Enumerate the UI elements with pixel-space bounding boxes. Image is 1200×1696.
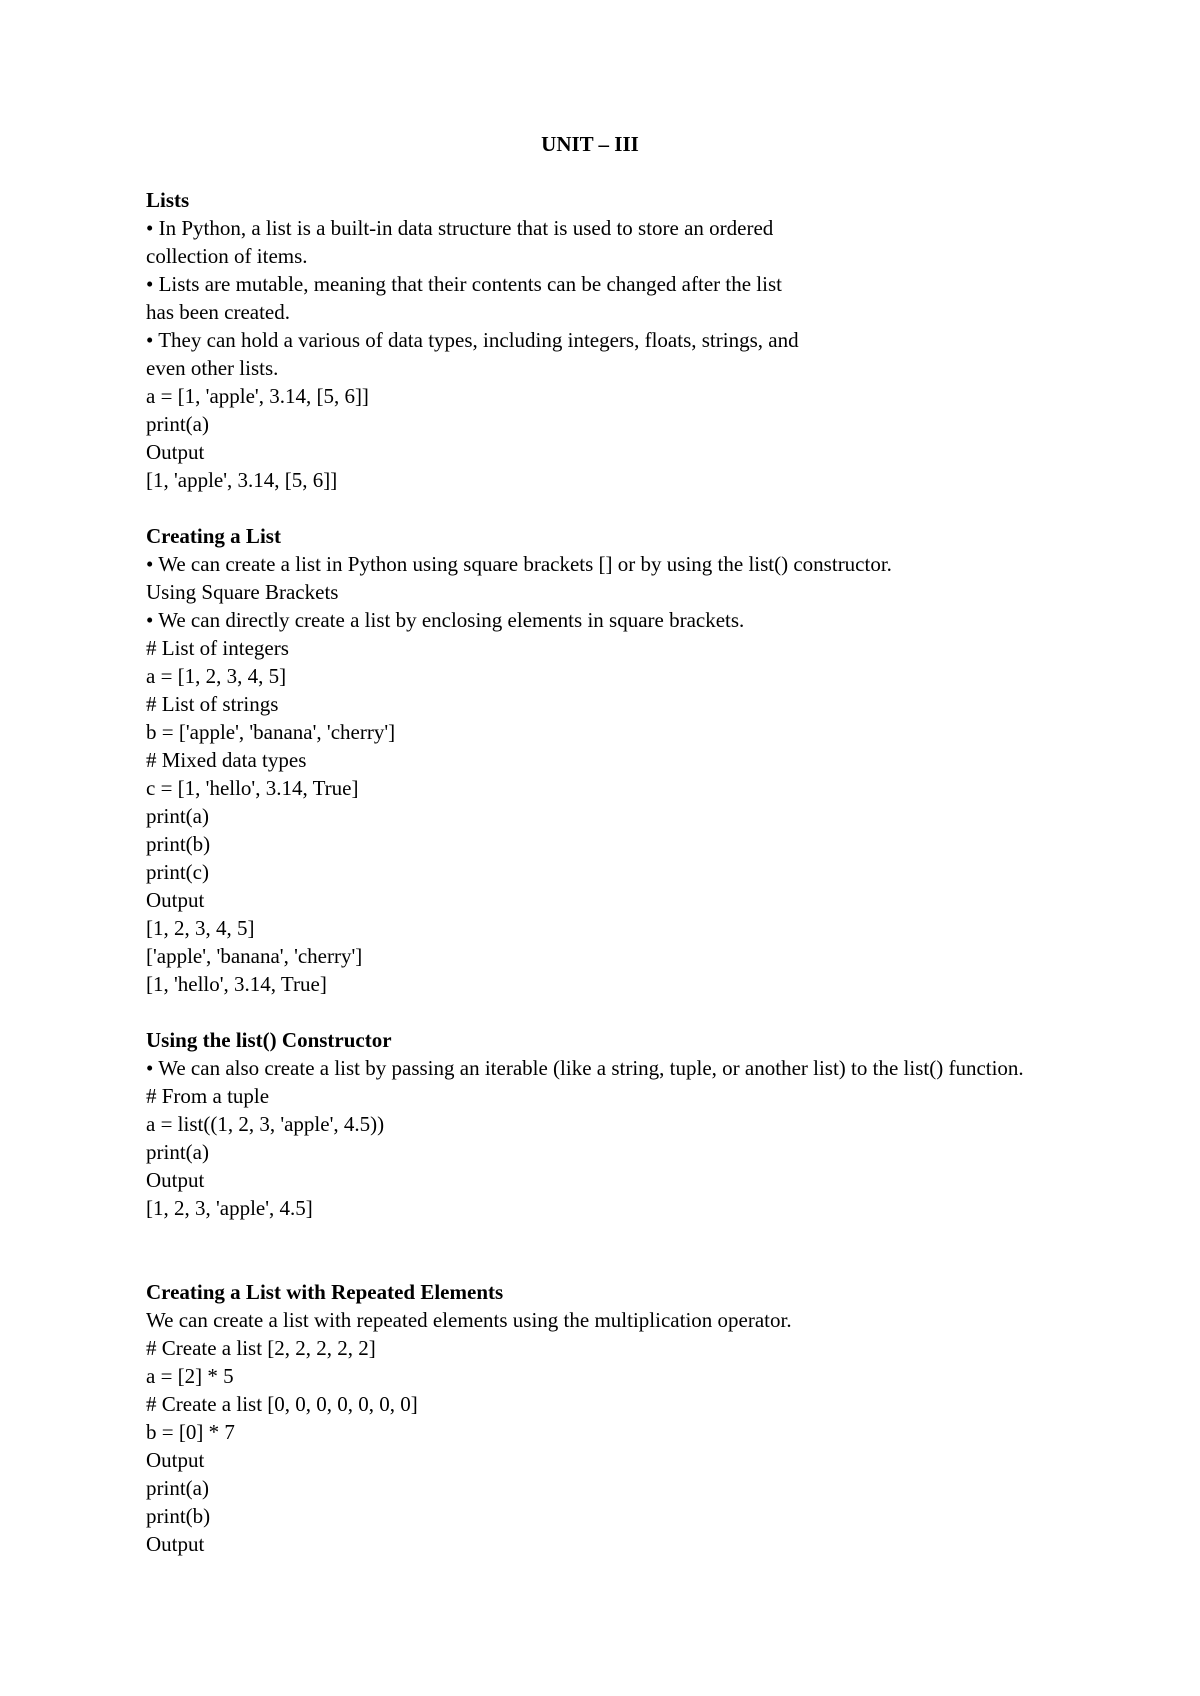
paragraph-line: • In Python, a list is a built-in data structure that is used to store an ordered [146, 216, 774, 240]
paragraph-line: • We can also create a list by passing an iterable (like a string, tuple, or another list) to the list() function. [146, 1056, 1024, 1080]
code-comment: # List of strings [146, 692, 279, 716]
paragraph-line: collection of items. [146, 244, 308, 268]
output-label: Output [146, 1168, 205, 1192]
code-line: b = [0] * 7 [146, 1420, 235, 1444]
paragraph-line: • We can directly create a list by enclosing elements in square brackets. [146, 608, 745, 632]
code-line: a = [1, 'apple', 3.14, [5, 6]] [146, 384, 369, 408]
paragraph-line: • They can hold a various of data types, including integers, floats, strings, and [146, 328, 799, 352]
output-line: ['apple', 'banana', 'cherry'] [146, 944, 363, 968]
code-comment: # List of integers [146, 636, 289, 660]
code-line: print(a) [146, 1140, 209, 1164]
section-heading: Creating a List with Repeated Elements [146, 1280, 504, 1304]
output-line: [1, 2, 3, 'apple', 4.5] [146, 1196, 313, 1220]
paragraph-line: • We can create a list in Python using square brackets [] or by using the list() constructor. [146, 552, 892, 576]
section-creating-a-list [146, 522, 1106, 998]
paragraph-line: has been created. [146, 300, 290, 324]
code-line: print(a) [146, 804, 209, 828]
output-label: Output [146, 1448, 205, 1472]
code-line: print(c) [146, 860, 209, 884]
paragraph-line: We can create a list with repeated elements using the multiplication operator. [146, 1308, 792, 1332]
output-label: Output [146, 440, 205, 464]
code-comment: # Create a list [0, 0, 0, 0, 0, 0, 0] [146, 1392, 418, 1416]
output-line: [1, 'hello', 3.14, True] [146, 972, 327, 996]
section-repeated-elements [146, 1278, 1106, 1558]
section-list-constructor [146, 1026, 1106, 1222]
section-heading: Using the list() Constructor [146, 1028, 392, 1052]
code-line: a = [2] * 5 [146, 1364, 234, 1388]
code-comment: # From a tuple [146, 1084, 270, 1108]
output-label: Output [146, 888, 205, 912]
section-lists [146, 186, 1106, 494]
code-comment: # Mixed data types [146, 748, 307, 772]
code-line: a = list((1, 2, 3, 'apple', 4.5)) [146, 1112, 385, 1136]
output-line: [1, 'apple', 3.14, [5, 6]] [146, 468, 338, 492]
code-line: print(b) [146, 1504, 211, 1528]
page-title: UNIT – III [541, 132, 639, 156]
code-line: a = [1, 2, 3, 4, 5] [146, 664, 287, 688]
code-line: print(b) [146, 832, 211, 856]
output-line: [1, 2, 3, 4, 5] [146, 916, 255, 940]
subheading: Using Square Brackets [146, 580, 339, 604]
output-label: Output [146, 1532, 205, 1556]
code-comment: # Create a list [2, 2, 2, 2, 2] [146, 1336, 376, 1360]
code-line: c = [1, 'hello', 3.14, True] [146, 776, 359, 800]
code-line: print(a) [146, 412, 209, 436]
paragraph-line: even other lists. [146, 356, 279, 380]
code-line: print(a) [146, 1476, 209, 1500]
section-heading: Lists [146, 188, 190, 212]
code-line: b = ['apple', 'banana', 'cherry'] [146, 720, 396, 744]
section-heading: Creating a List [146, 524, 281, 548]
paragraph-line: • Lists are mutable, meaning that their contents can be changed after the list [146, 272, 782, 296]
